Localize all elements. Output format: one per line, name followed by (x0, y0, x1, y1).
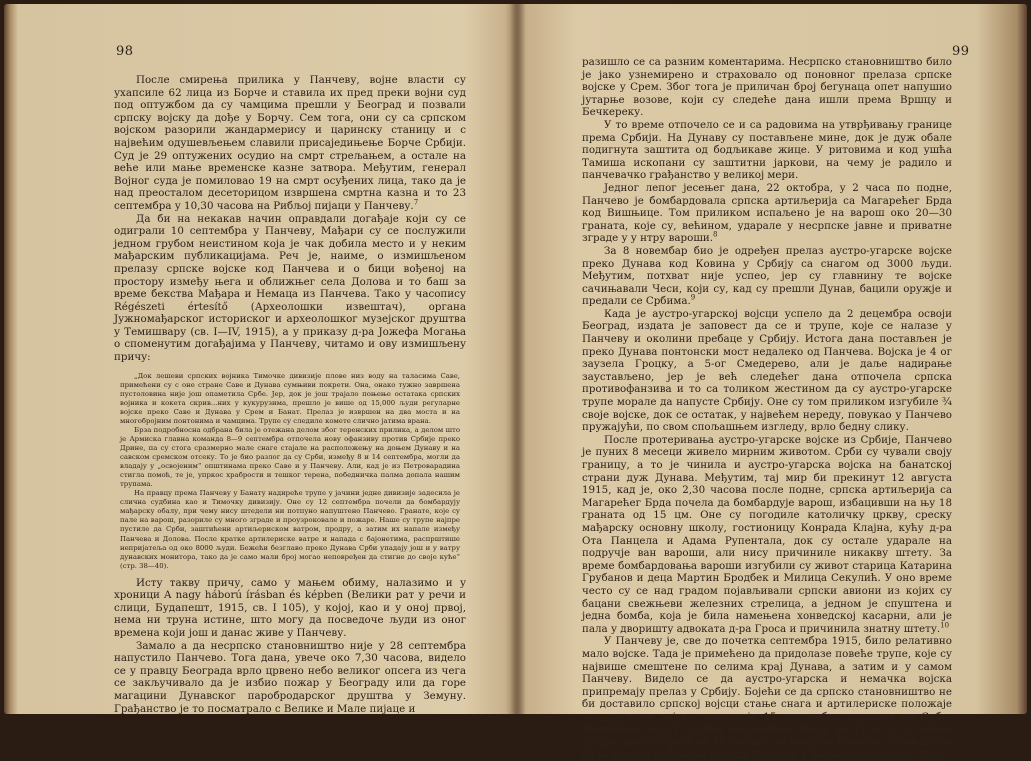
page-number-right: 99 (952, 44, 970, 59)
paragraph: У Панчеву је, све до почетка септембра 1915, било релативно мало војске. Тада је примећено да придолазе повеће трупе, које су највише смештене по селима крај Дунава, а затим и у самом Панчеву. Видело се да аустро-угарска и немачка војска припремају прелаз у Србију. Бојећи се да српско становништво не би доставило српској војсци стање снага и артилериске положаје те удружене војске, издата је 15 септембра заповест да Срби-мушкарци, од 11 година на навише, имају до 17-ог, у 6 часова ујутро, дакле у року од 48 часова, да напусте Панчево с тим да им се за место пребивања одреди Сегедин и Ходмезевашархељ. Деца (582, 635, 952, 761)
paragraph: Када је аустро-угарској војсци успело да 2 децембра освоји Београд, издата је заповест да се и трупе, које се налазе у Панчеву и околини пребаце у Србију. Истога дана постављен је преко Дунава понтонски мост недалеко од Панчева. Војска је 4 ог заузела Гроцку, а 5-ог Смедерево, али је даље надирање заустављено, јер је већ следећег дана отпочела српска противофанзива и то са толиком жестином да су аустро-угарске трупе морале да напусте Србију. Оне су том приликом изгубиле ¾ своје војске, док се остатак, у највећем нереду, повукао у Панчево пружајући, по свом спољашњем изгледу, врло бедну слику. (582, 307, 952, 434)
footnote-marker: 7 (413, 198, 419, 207)
paragraph: Да би на некакав начин оправдали догађаје који су се одиграли 10 септембра у Панчеву, Мађари су се послужили једном грубом неистином која је чак добила место и у неким мађарским публикацијама. Реч је, наиме, о измишљеном прелазу српске војске код Панчева и о бици вођеној на простору између њега и оближњег села Долова и то баш за време бекства Мађара и Немаца из Панчева. Тако у часопису Régészeti értesítő (Археолошки извештач), органа Јужномађарског историског и археолошког музејског друштва у Темишвару (св. I—IV, 1915), а у приказу д-ра Јожефа Могања о споменутим догађајима у Панчеву, читамо и ову измишљену причу: (114, 212, 466, 364)
paragraph: После смирења прилика у Панчеву, војне власти су ухапсиле 62 лица из Борче и ставила их пред преки војни суд под оптужбом да су чамцима прешли у Београд и позвали српску војску да дође у Борчу. Сем тога, они су са српском војском разорили жандармерису и царинску станицу и с највећим одушевљењем славили присаједињење Борче Србији. Суд је 29 оптужених осудио на смрт стрељањем, а остале на веће или мање временске казне затвора. Међутим, генерал Војног суда је помиловао 19 на смрт осуђених лица, тако да је над преосталом десеторицом извршена смртна казна и то 23 септембра у 10,30 часова на Рибљој пијаци у Панчеву.$^7$ (114, 74, 466, 212)
book-spread (4, 4, 1027, 761)
left-page-body (114, 74, 466, 715)
paragraph: Исту такву причу, само у мањем обиму, налазимо и у хроници A nagy háború írásban és képben (Велики рат у речи и слици, Будапешт, 1915, св. I 105), у којој, као и у оној првој, нема ни трунa истине, што могу да посведоче људи из оног времена који још и данас живе у Панчеву. (114, 576, 466, 640)
page-number-left: 98 (116, 44, 134, 59)
footnote-marker: 8 (713, 230, 718, 239)
paragraph: У то време отпочело се и са радовима на утврђивању границе према Србији. На Дунаву су постављене мине, док је дуж обале подигнута заштита од бодљикаве жице. У ритовима и код ушћа Тамиша ископани су заштитни јаркови, на чему је радило и панчевачко грађанство у великој мери. (582, 118, 952, 182)
paragraph: После протеривања аустро-угарске војске из Србије, Панчево је пуних 8 месеци живело мирним животом. Срби су чували своју границу, а то је чинила и аустро-угарска војска на банатској страни дуж Дунава. Међутим, тај мир би прекинут 12 августа 1915, кад је, око 2,30 часова после подне, српска артиљерија са Магарећег Брда почела да бомбардује варош, избацивши на њу 18 граната од 15 цм. Оне су погодиле католичку цркву, среску мађарску основну школу, гостионицу Конрада Клајна, кућу д-ра Ота Панцела и Адама Рупентала, док су остале ударале на подручје ван вароши, али нису причиниле никакву штету. За време бомбардовања вароши изгубили су живот старица Катарина Грубанов и деца Мартин Бродбек и Милица Секулић. У оно време често су се над градом појављивали српски авиони из којих су бацани свежњеви железних стрелица, а једном је спуштена и једна бомба, која је била намењена хонведској касарни, али је пала у дворишту адвоката д-ра Гроса и причинила знатну штету.$^{10}$ (582, 433, 952, 635)
quote-paragraph: На правцу према Панчеву у Банату надиреће трупе у јачини једне дивизије задесила је слична судбина као и Тимочку дивизију. Оне су 12 септембра почели да бомбардују мађарску обалу, при чему нису штедели ни потпуно напуштено Панчево. Гранате, које су пале на варош, разориле су много зграде и проузроковале и пожаре. Наше су трупе најпре пустиле да Срби, заштићени артиљериском ватром, продру, а затим их напале између Панчева и Долова. После кратке артилериске ватре и напада с бајонетима, распрштише непријатеља од око 8000 људи. Бежећи безглаво преко Дунава Срби упадају још и у ватру дунавских монитора, тако да је само мали број могао неповрeђен да стигне до своје куће“ (стр. 38—40). (120, 489, 460, 570)
left-page (4, 4, 516, 714)
paragraph: Замало а да несрпско становништво није у 28 септембра напустило Панчево. Тога дана, увече око 7,30 часова, видело се у правцу Београда врло црвено небо великог опсега из чега се закључивало да је избио пожар у Београду или да горе магацини Дунавског паробродарског друштва у Земуну. Грађанство је то посматрало с Велике и Мале пијаце и (114, 639, 466, 715)
block-quote (120, 372, 460, 571)
quote-paragraph: „Док лешеви српских војника Тимочке дивизије плове низ воду на таласима Саве, примећени су с оне стране Саве и Дунава сумњиви покрети. Она, онако тужно завршена пустоловина није још опаметила Србе. Јер, док је још трајало поњење остатака српских војника и кокета скрив...них у кукурузима, прешло је више од 15,000 људи регуларне војске преко Саве и Дунава у Срем и Банат. Прелаз је извршен на два моста и на многобројним понтонима и чамцима. Трупе су следиле кометe слично јатима врана. (120, 371, 460, 425)
quote-paragraph: Брза подробносна одбрана била је отежана делом због терeнских прилика, а делом што је Армиска главна команда 8—9 септембра отпочела нову офанзиву против Србије преко Дрине, па су стога сразмерно мале снаге стајале на расположењу на доњем Дунаву и на савском сремском отсеку. То је био разлог да су Срби, између 8 и 14 септембра, могли да владају у „освојеним“ општинама преко Саве и у Панчеву. Али, кад је из Петроварадина стигла помоћ, те је, упркос храбрости и тешког терена, победничка палма допала нашим трупама. (120, 425, 460, 489)
right-page (520, 4, 1027, 761)
footnote-marker: 10 (940, 621, 950, 630)
paragraph: Једног лепог јесењег дана, 22 октобра, у 2 часа по подне, Панчево је бомбардовала српска артиљерија са Магарећег Брда код Вишњице. Том приликом испаљено је на варош око 20—30 граната, које су, већином, ударале у несрпске јавне и приватне зграде у у нтру вароши.$^8$ (582, 181, 952, 245)
right-page-body (582, 56, 952, 761)
footnote-marker: 9 (690, 293, 696, 302)
paragraph: За 8 новембар био је одређен прелаз аустро-угарске војске преко Дунава код Ковина у Србију са снагом од 3000 људи. Међутим, потхват није успео, јер су главнину те војске сачињавали Чеси, који су, кад су прешли Дунав, бацили оружје и предали се Србима.$^9$ (582, 244, 952, 308)
paragraph: разишло се са разним коментарима. Несрпско становништво било је јако узнемирено и страховало од поновног прелаза српске војске у Срем. Због тога је приличан број бегунаца опет напушио јутарње возове, који су следеће дана ишли према Вршцу и Бечкереку. (582, 56, 952, 119)
